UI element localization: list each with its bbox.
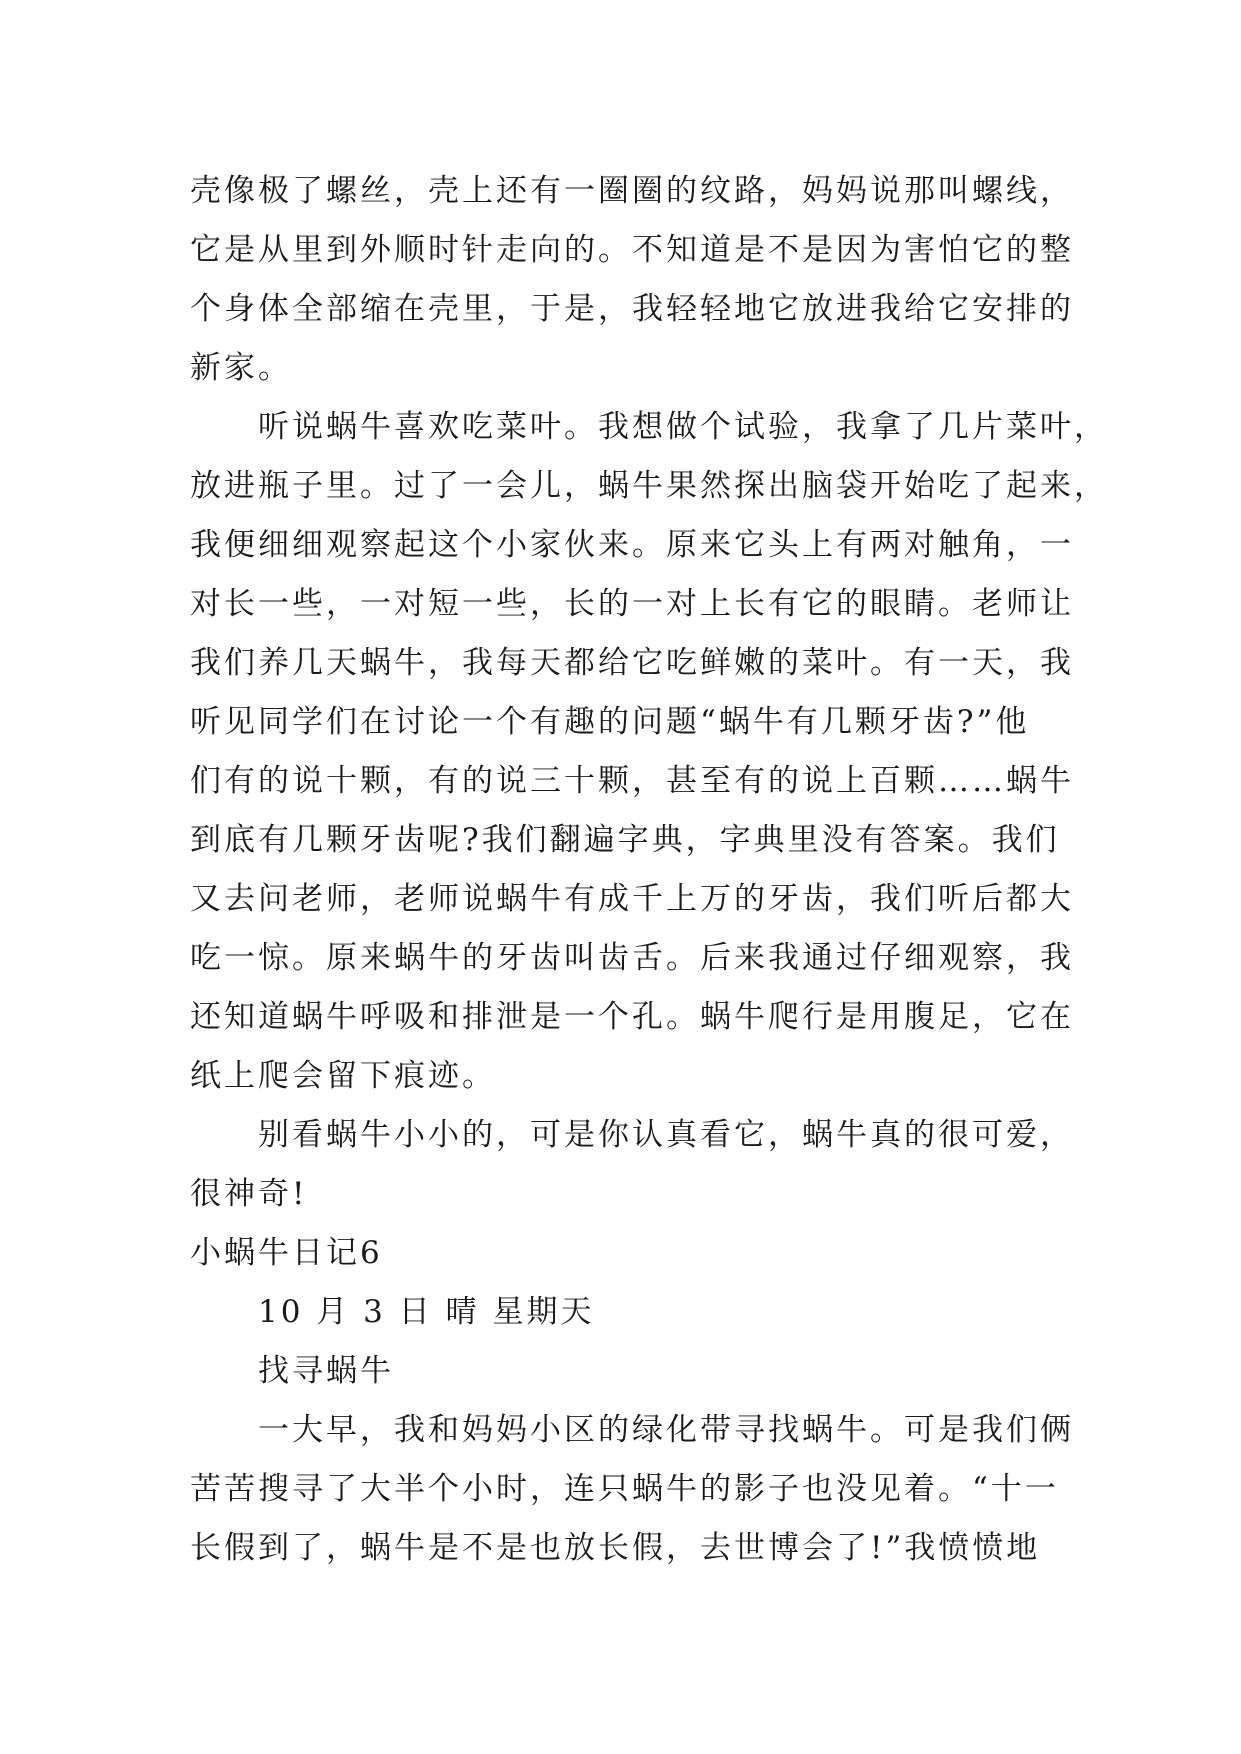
body-text: [190, 162, 1108, 1578]
text-line: 听说蜗牛喜欢吃菜叶。我想做个试验，我拿了几片菜叶，: [258, 409, 1108, 445]
text-line: 又去问老师，老师说蜗牛有成千上万的牙齿，我们听后都大: [190, 881, 1074, 917]
text-line: 到底有几颗牙齿呢?我们翻遍字典，字典里没有答案。我们: [190, 822, 1060, 858]
text-line: 它是从里到外顺时针走向的。不知道是不是因为害怕它的整: [190, 232, 1074, 268]
text-line: 我们养几天蜗牛，我每天都给它吃鲜嫩的菜叶。有一天，我: [190, 645, 1074, 681]
text-line: 放进瓶子里。过了一会儿，蜗牛果然探出脑袋开始吃了起来，: [190, 468, 1108, 504]
text-line: 对长一些，一对短一些，长的一对上长有它的眼睛。老师让: [190, 586, 1074, 622]
section-heading: 小蜗牛日记6: [190, 1235, 383, 1271]
text-line: 还知道蜗牛呼吸和排泄是一个孔。蜗牛爬行是用腹足，它在: [190, 999, 1074, 1035]
text-line: 吃一惊。原来蜗牛的牙齿叫齿舌。后来我通过仔细观察，我: [190, 940, 1074, 976]
text-line: 长假到了，蜗牛是不是也放长假，去世博会了!”我愤愤地: [190, 1530, 1041, 1566]
text-line: 个身体全部缩在壳里，于是，我轻轻地它放进我给它安排的: [190, 291, 1074, 327]
text-line: 一大早，我和妈妈小区的绿化带寻找蜗牛。可是我们俩: [258, 1412, 1074, 1448]
diary-title: 找寻蜗牛: [258, 1353, 394, 1389]
text-line: 很神奇!: [190, 1176, 308, 1212]
text-line: 们有的说十颗，有的说三十颗，甚至有的说上百颗……蜗牛: [190, 763, 1074, 799]
diary-date-line: 10 月 3 日 晴 星期天: [258, 1294, 595, 1330]
text-line: 纸上爬会留下痕迹。: [190, 1058, 496, 1094]
text-line: 别看蜗牛小小的，可是你认真看它，蜗牛真的很可爱，: [258, 1117, 1074, 1153]
text-line: 壳像极了螺丝，壳上还有一圈圈的纹路，妈妈说那叫螺线，: [190, 173, 1074, 209]
text-line: 我便细细观察起这个小家伙来。原来它头上有两对触角，一: [190, 527, 1074, 563]
text-line: 苦苦搜寻了大半个小时，连只蜗牛的影子也没见着。“十一: [190, 1471, 1059, 1507]
text-line: 听见同学们在讨论一个有趣的问题“蜗牛有几颗牙齿?”他: [190, 704, 1030, 740]
text-line: 新家。: [190, 350, 292, 386]
